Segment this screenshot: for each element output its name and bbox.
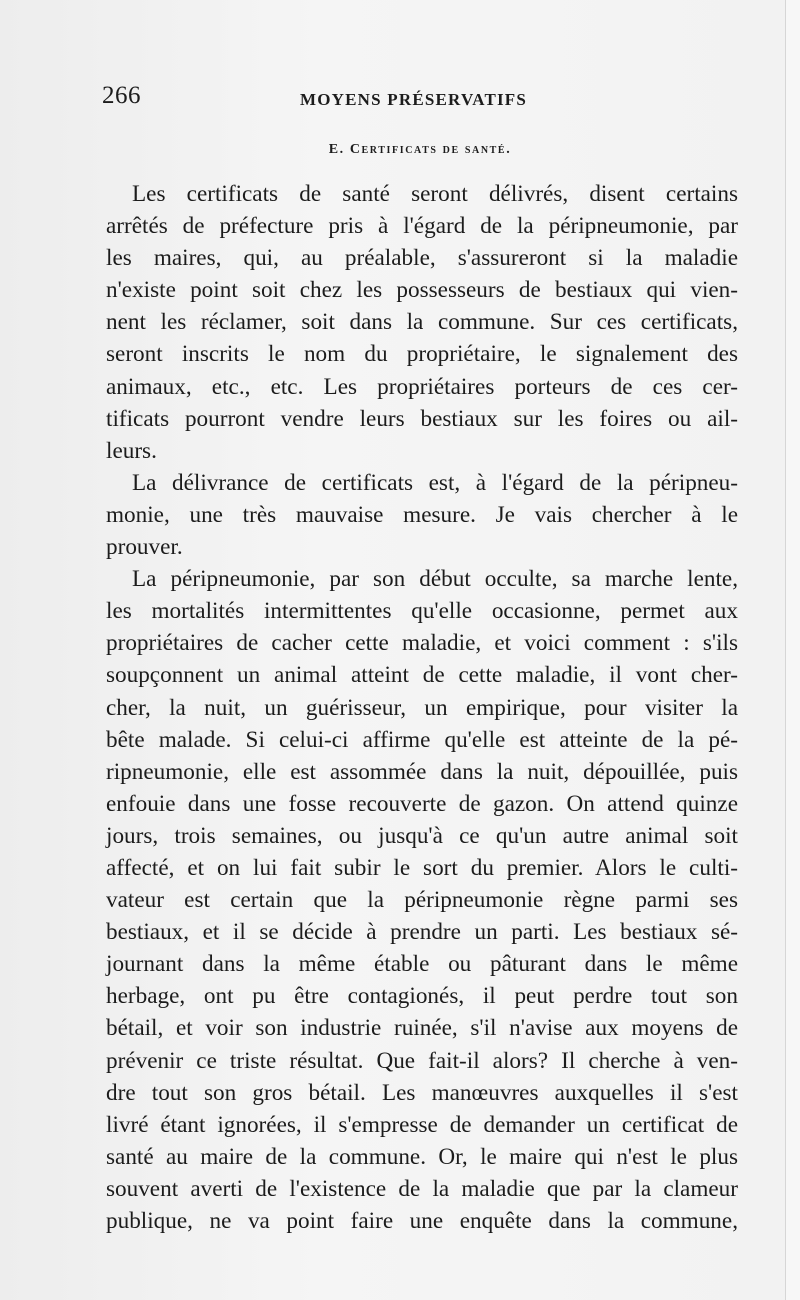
text-line: prouver. bbox=[106, 534, 183, 561]
text-line: cher, la nuit, un guérisseur, un empirique, pour visiter la bbox=[106, 694, 738, 721]
text-line: vateur est certain que la péripneumonie règne parmi ses bbox=[106, 887, 738, 914]
text-line: nent les réclamer, soit dans la commune. Sur ces certificats, bbox=[106, 309, 738, 336]
text-line: La délivrance de certificats est, à l'égard de la péripneu- bbox=[132, 469, 738, 496]
text-line: ripneumonie, elle est assommée dans la nuit, dépouillée, puis bbox=[106, 758, 738, 785]
text-line: affecté, et on lui fait subir le sort du premier. Alors le culti- bbox=[106, 854, 738, 881]
text-line: bête malade. Si celui-ci affirme qu'elle est atteinte de la pé- bbox=[106, 726, 738, 753]
page-number: 266 bbox=[102, 82, 141, 109]
text-line: leurs. bbox=[106, 437, 157, 464]
text-line: livré étant ignorées, il s'empresse de demander un certificat de bbox=[106, 1111, 738, 1138]
text-line: journant dans la même étable ou pâturant dans le même bbox=[106, 951, 738, 978]
running-head: MOYENS PRÉSERVATIFS bbox=[300, 90, 528, 109]
text-line: santé au maire de la commune. Or, le maire qui n'est le plus bbox=[106, 1143, 738, 1170]
text-line: bestiaux, et il se décide à prendre un parti. Les bestiaux sé- bbox=[106, 919, 738, 946]
text-line: prévenir ce triste résultat. Que fait-il alors? Il cherche à ven- bbox=[106, 1047, 738, 1074]
text-line: tificats pourront vendre leurs bestiaux sur les foires ou ail- bbox=[106, 405, 738, 432]
text-line: animaux, etc., etc. Les propriétaires porteurs de ces cer- bbox=[106, 373, 738, 400]
text-line: souvent averti de l'existence de la maladie que par la clameur bbox=[106, 1175, 738, 1202]
text-line: seront inscrits le nom du propriétaire, le signalement des bbox=[106, 341, 738, 368]
section-heading: E. Certificats de santé. bbox=[328, 142, 512, 157]
text-line: Les certificats de santé seront délivrés, disent certains bbox=[132, 181, 738, 207]
page-edge bbox=[785, 0, 800, 1300]
text-line: les mortalités intermittentes qu'elle occasionne, permet aux bbox=[106, 598, 738, 625]
text-line: bétail, et voir son industrie ruinée, s'il n'avise aux moyens de bbox=[106, 1015, 738, 1042]
text-line: n'existe point soit chez les possesseurs de bestiaux qui vien- bbox=[106, 277, 738, 304]
text-line: propriétaires de cacher cette maladie, et voici comment : s'ils bbox=[106, 630, 738, 657]
text-line: dre tout son gros bétail. Les manœuvres auxquelles il s'est bbox=[106, 1079, 738, 1106]
text-line: jours, trois semaines, ou jusqu'à ce qu'un autre animal soit bbox=[106, 822, 738, 849]
body-text bbox=[106, 178, 738, 1237]
text-line: herbage, ont pu être contagionés, il peut perdre tout son bbox=[106, 983, 738, 1010]
text-line: enfouie dans une fosse recouverte de gazon. On attend quinze bbox=[106, 790, 738, 817]
text-line: publique, ne va point faire une enquête dans la commune, bbox=[106, 1208, 738, 1234]
text-line: arrêtés de préfecture pris à l'égard de la péripneumonie, par bbox=[106, 213, 738, 240]
text-line: les maires, qui, au préalable, s'assureront si la maladie bbox=[106, 245, 738, 272]
text-line: monie, une très mauvaise mesure. Je vais chercher à le bbox=[106, 501, 738, 528]
text-line: soupçonnent un animal atteint de cette maladie, il vont cher- bbox=[106, 662, 738, 689]
text-line: La péripneumonie, par son début occulte, sa marche lente, bbox=[132, 566, 738, 593]
